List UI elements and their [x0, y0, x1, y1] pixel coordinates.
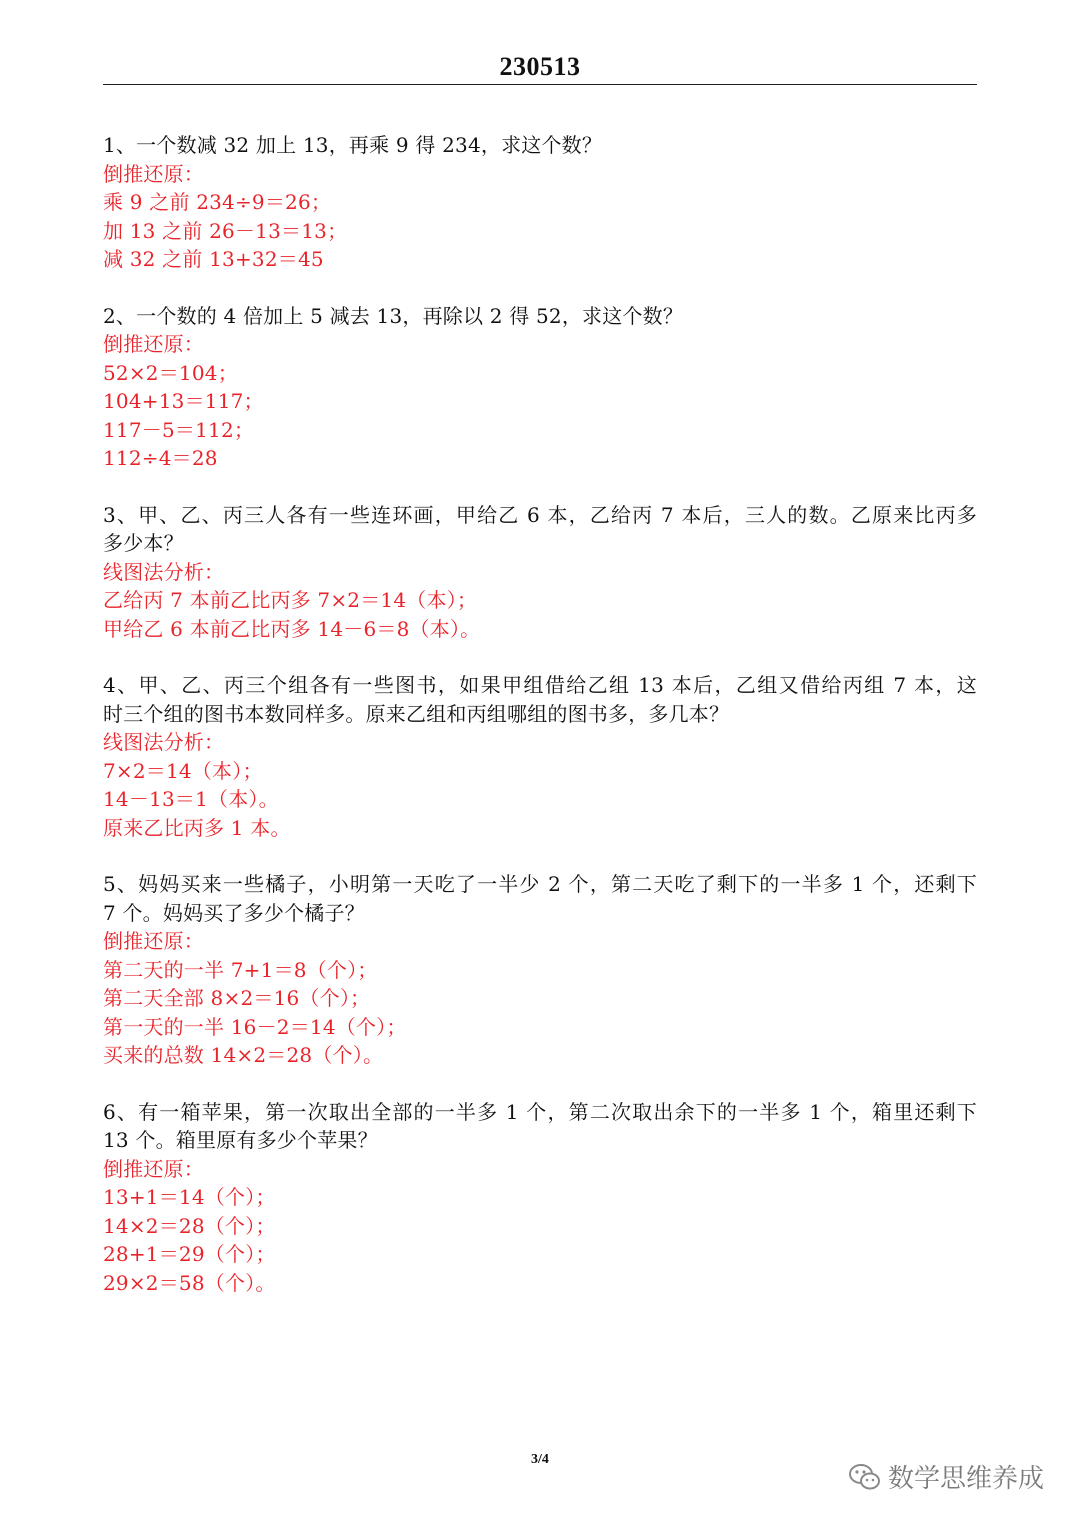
- question-line: 3、甲、乙、丙三人各有一些连环画，甲给乙 6 本，乙给丙 7 本后，三人的数。乙原来比丙多: [103, 502, 977, 527]
- answer-method: 倒推还原：: [103, 161, 204, 186]
- answer-step: 29×2＝58（个）。: [103, 1270, 276, 1295]
- answer-step: 14×2＝28（个）；: [103, 1213, 276, 1238]
- problem-6: [103, 1098, 977, 1298]
- question-line: 1、一个数减 32 加上 13，再乘 9 得 234，求这个数？: [103, 133, 603, 157]
- question-line: 4、甲、乙、丙三个组各有一些图书，如果甲组借给乙组 13 本后，乙组又借给丙组 7 本，这: [103, 673, 977, 697]
- answer-step: 减 32 之前 13+32＝45: [103, 247, 324, 271]
- answer-step: 第一天的一半 16－2＝14（个）；: [103, 1014, 407, 1039]
- answer-step: 117－5＝112；: [103, 417, 255, 442]
- watermark-text: 数学思维养成: [888, 1464, 1045, 1494]
- answer-method: 线图法分析：: [103, 730, 225, 754]
- question-line: 时三个组的图书本数同样多。原来乙组和丙组哪组的图书多，多几本？: [103, 701, 730, 726]
- problem-5: [103, 870, 977, 1070]
- answer-method: 倒推还原：: [103, 1156, 204, 1181]
- answer-step: 14－13＝1（本）。: [103, 787, 279, 811]
- problem-4: [103, 671, 977, 842]
- answer-step: 7×2＝14（本）；: [103, 758, 263, 783]
- problem-list: [103, 131, 977, 1325]
- answer-method: 线图法分析：: [103, 559, 225, 584]
- watermark: [848, 1458, 1044, 1495]
- page-title: 230513: [499, 52, 581, 81]
- header-rule: [103, 84, 977, 85]
- question-line: 6、有一箱苹果，第一次取出全部的一半多 1 个，第二次取出余下的一半多 1 个，箱里还剩下: [103, 1099, 977, 1124]
- answer-step: 13+1＝14（个）；: [103, 1185, 276, 1209]
- answer-step: 104+13＝117；: [103, 389, 264, 413]
- problem-3: [103, 501, 977, 644]
- question-line: 多少本？: [103, 531, 184, 555]
- problem-1: [103, 131, 977, 274]
- answer-step: 乙给丙 7 本前乙比丙多 7×2＝14（本）；: [103, 588, 478, 612]
- page-number: 3/4: [531, 1452, 549, 1467]
- answer-step: 买来的总数 14×2＝28（个）。: [103, 1043, 384, 1067]
- answer-method: 倒推还原：: [103, 929, 204, 953]
- question-line: 5、妈妈买来一些橘子，小明第一天吃了一半少 2 个，第二天吃了剩下的一半多 1 个，还剩下: [103, 872, 977, 896]
- answer-step: 加 13 之前 26－13＝13；: [103, 218, 348, 243]
- answer-step: 28+1＝29（个）；: [103, 1242, 276, 1266]
- answer-step: 甲给乙 6 本前乙比丙多 14－6＝8（本）。: [103, 616, 481, 641]
- answer-step: 52×2＝104；: [103, 360, 238, 385]
- question-line: 13 个。箱里原有多少个苹果？: [103, 1128, 378, 1152]
- answer-step: 112÷4＝28: [103, 446, 218, 470]
- answer-step: 第二天的一半 7+1＝8（个）；: [103, 957, 378, 982]
- answer-step: 原来乙比丙多 1 本。: [103, 815, 291, 840]
- wechat-icon: [848, 1462, 882, 1492]
- answer-method: 倒推还原：: [103, 332, 204, 356]
- question-line: 2、一个数的 4 倍加上 5 减去 13，再除以 2 得 52，求这个数？: [103, 303, 684, 328]
- question-line: 7 个。妈妈买了多少个橘子？: [103, 900, 365, 925]
- answer-step: 第二天全部 8×2＝16（个）；: [103, 986, 371, 1010]
- problem-2: [103, 302, 977, 473]
- answer-step: 乘 9 之前 234÷9＝26；: [103, 190, 332, 214]
